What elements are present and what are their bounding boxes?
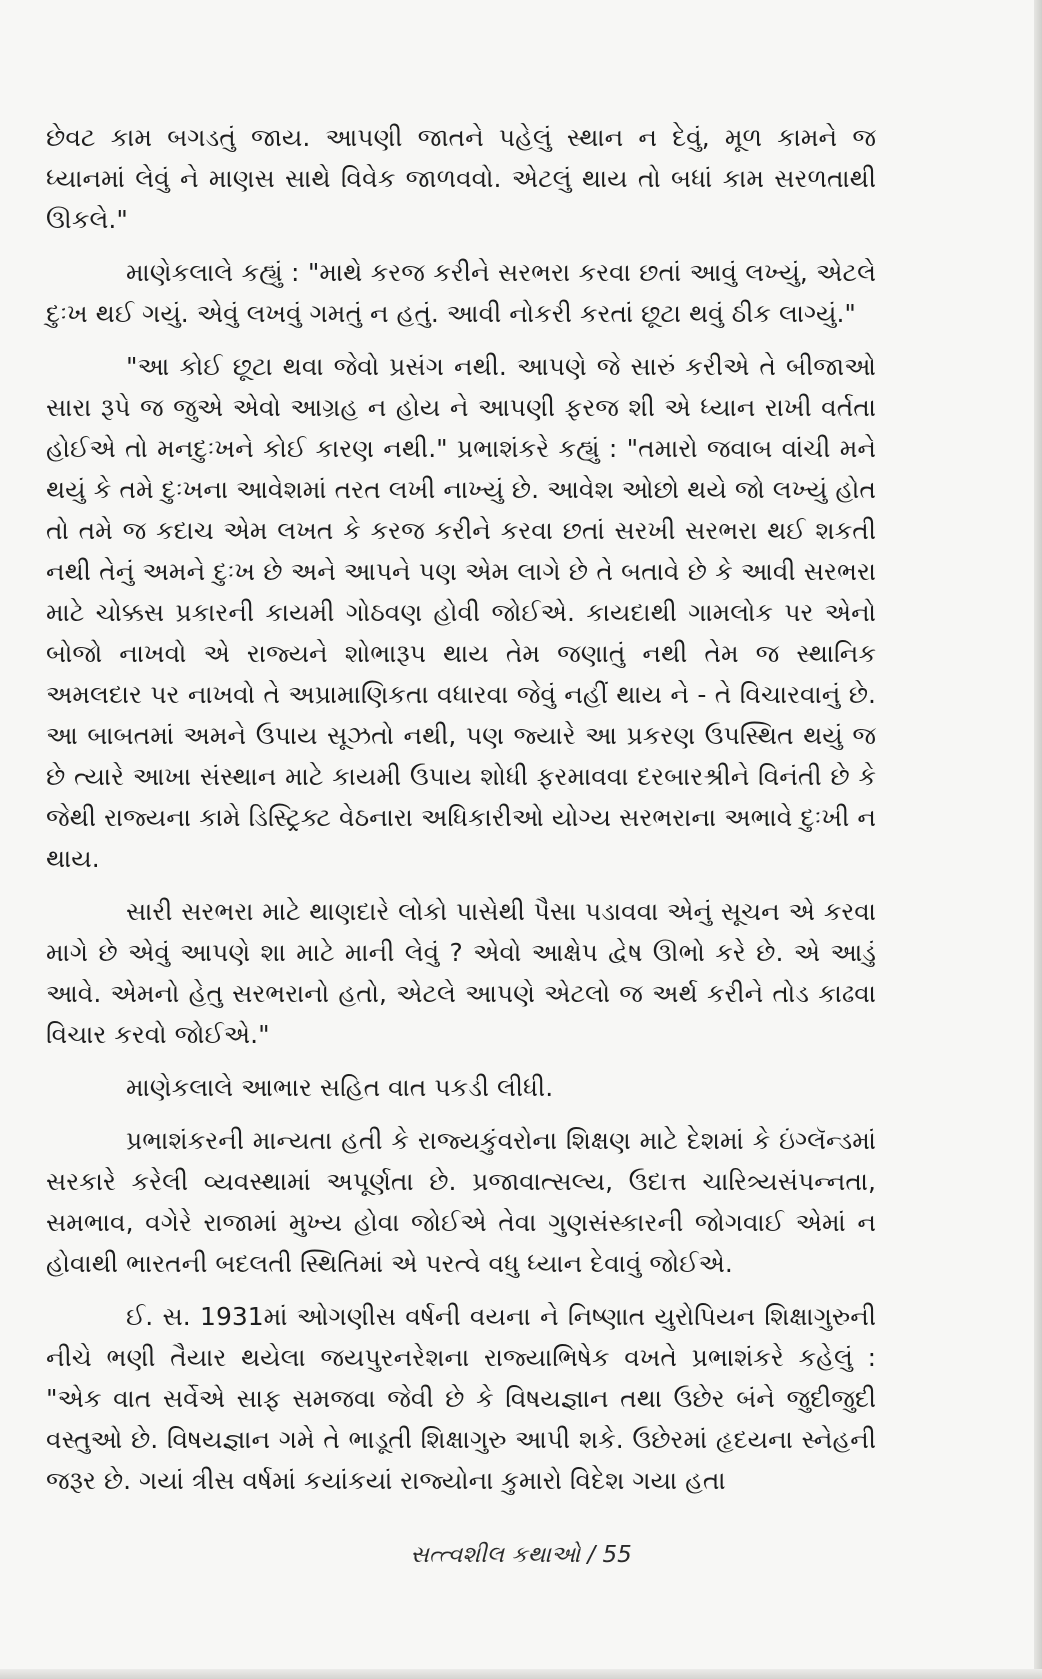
paragraph-hospitality: સારી સરભરા માટે થાણદારે લોકો પાસેથી પૈસા પડાવવા એનું સૂચન એ કરવા માગે છે એવું આપણે શા માટે માની લેવું ? એવો આક્ષેપ દ્વેષ ઊભો કરે છે. એ આડું આવે. એમનો હેતુ સરભરાનો હતો, એટલે આપણે એટલો જ અર્થ કરીને તોડ કાઢવા વિચાર કરવો જોઈએ." [46,897,876,1049]
paragraph-prabhashankar-response: "આ કોઈ છૂટા થવા જેવો પ્રસંગ નથી. આપણે જે સારું કરીએ તે બીજાઓ સારા રૂપે જ જુએ એવો આગ્રહ ન હોય ને આપણી ફરજ શી એ ધ્યાન રાખી વર્તતા હોઈએ તો મનદુઃખને કોઈ કારણ નથી." પ્રભાશંકરે કહ્યું : "તમારો જવાબ વાંચી મને થયું કે તમે દુઃખના આવેશમાં તરત લખી નાખ્યું છે. આવેશ ઓછો થયે જો લખ્યું હોત તો તમે જ કદાચ એમ લખત કે કરજ કરીને કરવા છતાં સરખી સરભરા થઈ શકતી નથી તેનું અમને દુઃખ છે અને આપને પણ એમ લાગે છે તે બતાવે છે કે આવી સરભરા માટે ચોક્કસ પ્રકારની કાયમી ગોઠવણ હોવી જોઈએ. કાયદાથી ગામલોક પર એનો બોજો નાખવો એ રાજ્યને શોભારૂપ થાય તેમ જણાતું નથી તેમ જ સ્થાનિક અમલદાર પર નાખવો તે અપ્રામાણિકતા વધારવા જેવું નહીં થાય ને - તે વિચારવાનું છે. આ બાબતમાં અમને ઉપાય સૂઝતો નથી, પણ જ્યારે આ પ્રકરણ ઉપસ્થિત થયું જ છે ત્યારે આખા સંસ્થાન માટે કાયમી ઉપાય શોધી ફરમાવવા દરબારશ્રીને વિનંતી છે કે જેથી રાજ્યના કામે ડિસ્ટ્રિક્ટ વેઠનારા અધિકારીઓ યોગ્ય સરભરાના અભાવે દુઃખી ન થાય. [46,352,876,873]
body-text [46,117,876,1513]
paragraph-continuation: છેવટ કામ બગડતું જાય. આપણી જાતને પહેલું સ્થાન ન દેવું, મૂળ કામને જ ધ્યાનમાં લેવું ને માણસ સાથે વિવેક જાળવવો. એટલું થાય તો બધાં કામ સરળતાથી ઊકલે." [46,123,876,234]
paragraph-jaipur-coronation: ઈ. સ. 1931માં ઓગણીસ વર્ષની વયના ને નિષ્ણાત યુરોપિયન શિક્ષાગુરુની નીચે ભણી તૈયાર થયેલા જયપુરનરેશના રાજ્યાભિષેક વખતે પ્રભાશંકરે કહેલું : "એક વાત સર્વેએ સાફ સમજવા જેવી છે કે વિષયજ્ઞાન તથા ઉછેર બંને જુદીજુદી વસ્તુઓ છે. વિષયજ્ઞાન ગમે તે ભાડૂતી શિક્ષાગુરુ આપી શકે. ઉછેરમાં હૃદયના સ્નેહની જરૂર છે. ગયાં ત્રીસ વર્ષમાં કયાંકયાં રાજ્યોના કુમારો વિદેશ ગયા હતા [46,1302,876,1495]
paragraph-maneklal-reply: માણેકલાલે કહ્યું : "માથે કરજ કરીને સરભરા કરવા છતાં આવું લખ્યું, એટલે દુઃખ થઈ ગયું. એવું લખવું ગમતું ન હતું. આવી નોકરી કરતાં છૂટા થવું ઠીક લાગ્યું." [46,258,876,328]
page-footer: સત્ત્વશીલ કથાઓ / 55 [410,1542,632,1568]
paragraph-maneklal-thanks: માણેકલાલે આભાર સહિત વાત પકડી લીધી. [126,1073,554,1102]
paragraph-education-belief: પ્રભાશંકરની માન્યતા હતી કે રાજ્યકુંવરોના શિક્ષણ માટે દેશમાં કે ઇંગ્લૅન્ડમાં સરકારે કરેલી વ્યવસ્થામાં અપૂર્ણતા છે. પ્રજાવાત્સલ્ય, ઉદાત્ત ચારિત્ર્યસંપન્નતા, સમભાવ, વગેરે રાજામાં મુખ્ય હોવા જોઈએ તેવા ગુણસંસ્કારની જોગવાઈ એમાં ન હોવાથી ભારતની બદલતી સ્થિતિમાં એ પરત્વે વધુ ધ્યાન દેવાવું જોઈએ. [46,1126,876,1278]
page-edge-shadow [1034,0,1042,1679]
page-bottom-edge [0,1669,1042,1679]
